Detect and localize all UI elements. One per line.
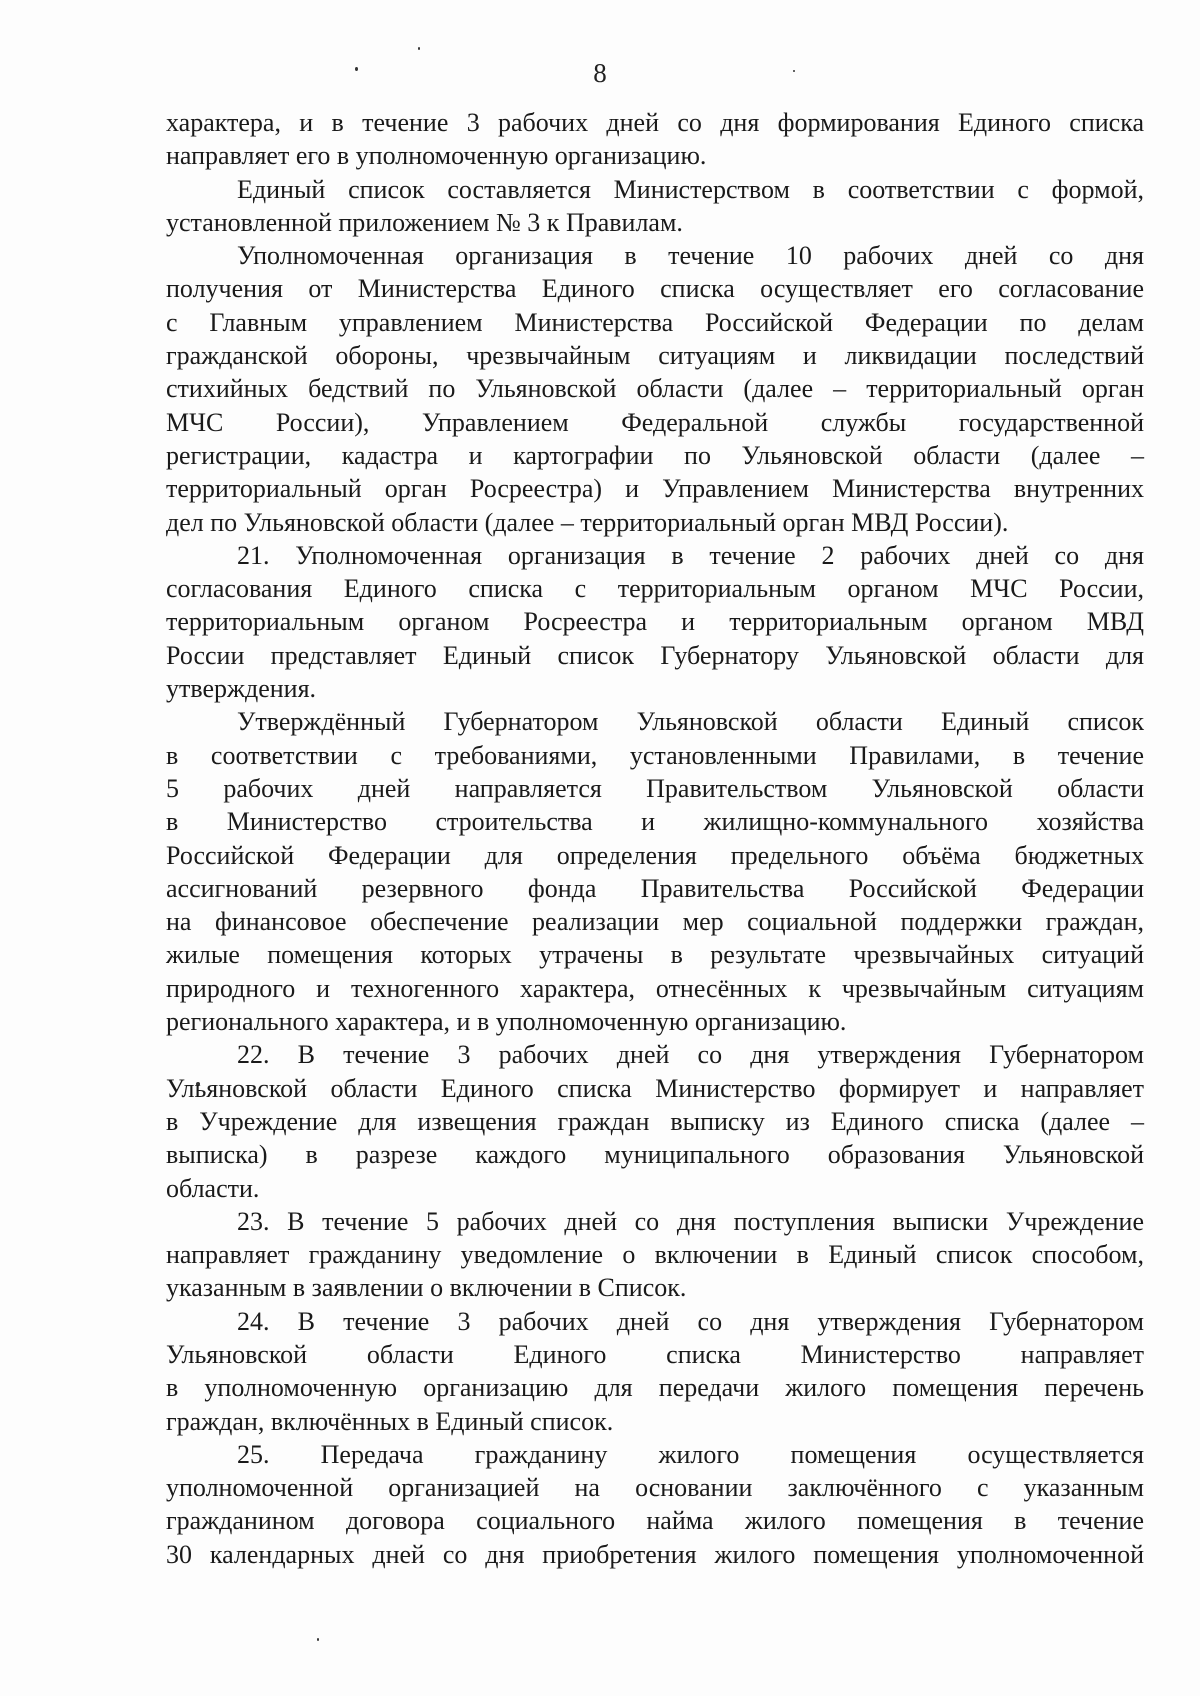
text-line: жилые помещения которых утрачены в результате чрезвычайных ситуаций [166, 940, 1144, 970]
text-line: ассигнований резервного фонда Правительства Российской Федерации [166, 873, 1144, 903]
text-line: 30 календарных дней со дня приобретения жилого помещения уполномоченной [166, 1539, 1144, 1569]
text-line: регистрации, кадастра и картографии по Ульяновской области (далее – [166, 440, 1144, 470]
text-line: Ульяновской области Единого списка Министерство формирует и направляет [166, 1073, 1144, 1103]
text-line: выписка) в разрезе каждого муниципального образования Ульяновской [166, 1140, 1144, 1170]
text-line: направляет гражданину уведомление о включении в Единый список способом, [166, 1240, 1144, 1270]
text-line: гражданской обороны, чрезвычайным ситуациям и ликвидации последствий [166, 341, 1144, 371]
text-line: гражданином договора социального найма жилого помещения в течение [166, 1506, 1144, 1536]
text-line: МЧС России), Управлением Федеральной службы государственной [166, 407, 1144, 437]
text-line: 25. Передача гражданину жилого помещения осуществляется [237, 1439, 1144, 1469]
text-line: Единый список составляется Министерством в соответствии с формой, [237, 174, 1144, 204]
text-line: 21. Уполномоченная организация в течение 2 рабочих дней со дня [237, 540, 1144, 570]
text-line: в уполномоченную организацию для передачи жилого помещения перечень [166, 1373, 1144, 1403]
text-line: утверждения. [166, 674, 317, 704]
text-line: характера, и в течение 3 рабочих дней со дня формирования Единого списка [166, 108, 1144, 137]
text-line: Уполномоченная организация в течение 10 рабочих дней со дня [237, 241, 1144, 271]
text-line: территориальный орган Росреестра) и Управлением Министерства внутренних [166, 474, 1144, 504]
text-line: на финансовое обеспечение реализации мер социальной поддержки граждан, [166, 907, 1144, 937]
text-line: области. [166, 1173, 260, 1203]
text-line: граждан, включённых в Единый список. [166, 1406, 614, 1436]
text-line: природного и техногенного характера, отнесённых к чрезвычайным ситуациям [166, 973, 1144, 1003]
text-line: Российской Федерации для определения предельного объёма бюджетных [166, 840, 1144, 870]
text-line: 23. В течение 5 рабочих дней со дня поступления выписки Учреждение [237, 1206, 1144, 1236]
text-line: получения от Министерства Единого списка осуществляет его согласование [166, 274, 1144, 304]
text-line: в Учреждение для извещения граждан выписку из Единого списка (далее – [166, 1106, 1144, 1136]
text-line: установленной приложением № 3 к Правилам. [166, 207, 683, 237]
text-line: с Главным управлением Министерства Российской Федерации по делам [166, 307, 1144, 337]
text-line: в соответствии с требованиями, установленными Правилами, в течение [166, 740, 1144, 770]
text-line: уполномоченной организацией на основании заключённого с указанным [166, 1473, 1144, 1503]
text-line: указанным в заявлении о включении в Список. [166, 1273, 687, 1303]
text-line: территориальным органом Росреестра и территориальным органом МВД [166, 607, 1144, 637]
text-line: 22. В течение 3 рабочих дней со дня утверждения Губернатором [237, 1040, 1144, 1070]
text-line: стихийных бедствий по Ульяновской области (далее – территориальный орган [166, 374, 1144, 404]
text-line: направляет его в уполномоченную организацию. [166, 141, 707, 171]
text-line: дел по Ульяновской области (далее – территориальный орган МВД России). [166, 507, 1009, 537]
text-line: регионального характера, и в уполномоченную организацию. [166, 1007, 847, 1037]
text-line: Ульяновской области Единого списка Министерство направляет [166, 1339, 1144, 1369]
scan-speck [418, 47, 420, 50]
text-line: 5 рабочих дней направляется Правительством Ульяновской области [166, 773, 1144, 803]
text-line: Утверждённый Губернатором Ульяновской области Единый список [237, 707, 1144, 737]
text-line: России представляет Единый список Губернатору Ульяновской области для [166, 640, 1144, 670]
text-line: согласования Единого списка с территориальным органом МЧС России, [166, 574, 1144, 604]
document-body [166, 106, 1144, 1571]
page-number: 8 [593, 58, 607, 88]
scan-speck [317, 1638, 319, 1641]
text-line: 24. В течение 3 рабочих дней со дня утверждения Губернатором [237, 1306, 1144, 1336]
text-line: в Министерство строительства и жилищно-коммунального хозяйства [166, 807, 1144, 837]
